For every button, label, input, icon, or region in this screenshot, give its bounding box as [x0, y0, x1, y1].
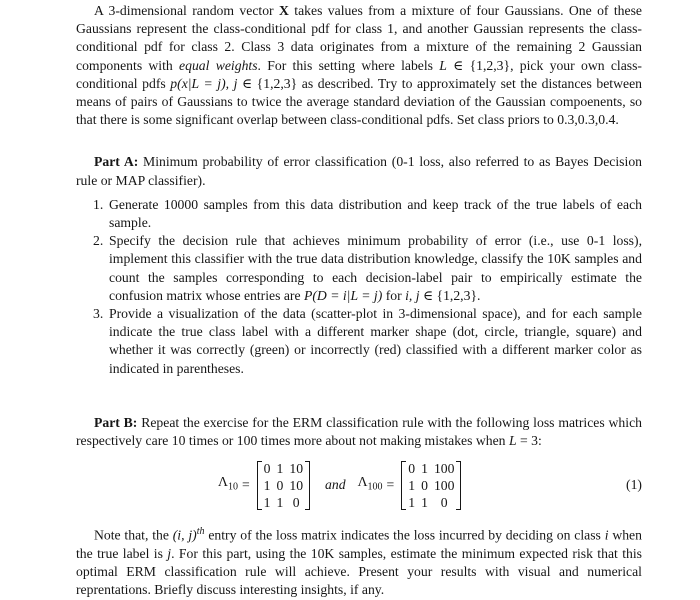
list-item-text: Specify the decision rule that achieves minimum probability of error (i.e., use 0-1 loss), implement this classifier with the true data distribution knowledge, classify the 10K samples and count the samples corresponding to each decision-label pair to empirically estimate the confusion matrix whose entries are [109, 233, 642, 303]
confusion-entry-expression: P(D = i|L = j) [304, 287, 383, 303]
pdf-expression: p(x|L = j), j [170, 75, 238, 91]
list-item [76, 232, 642, 305]
matrix-cell: 0 [421, 477, 428, 493]
matrix-cell: 100 [433, 460, 455, 476]
index-symbols: i, j [405, 287, 420, 303]
part-b-heading: Part B: [94, 414, 138, 430]
note-paragraph [76, 522, 642, 599]
list-item-text: for [382, 287, 406, 303]
label-symbol: L [508, 433, 517, 449]
loss-matrix-10 [257, 460, 310, 511]
part-b-text: Repeat the exercise for the ERM classification rule with the following loss matrices which respectively care 10 times or 100 times more about not making mistakes when [76, 414, 642, 449]
index-i: i [604, 527, 609, 543]
list-item [76, 305, 642, 378]
intro-text: ∈ {1,2,3} as described. Try to approximately set the distances between means of pairs of Gaussians to twice the average standard deviation of the Gaussian compoenents, so that there is some significant overlap between class-conditional pdfs. Set class priors to 0.3,0.3,0.4. [76, 75, 642, 128]
equal-weights-emphasis: equal weights [179, 57, 258, 73]
matrix-cell: 10 [289, 477, 304, 493]
matrix-cell: 0 [408, 460, 416, 476]
entry-index: (i, j) [172, 527, 197, 543]
note-text: when the true label is [76, 527, 642, 562]
list-item-text: Generate 10000 samples from this data distribution and keep track of the true labels of each sample. [109, 196, 642, 231]
label-symbol: L [439, 57, 447, 73]
matrix-row [405, 494, 457, 511]
matrix-cell: 1 [421, 494, 428, 510]
superscript-th: th [196, 526, 205, 538]
part-a-list [76, 196, 642, 378]
matrix-cell: 1 [263, 477, 271, 493]
intro-text: ∈ {1,2,3}, pick your own class-conditional pdfs [76, 57, 642, 91]
list-number: 1. [93, 196, 104, 212]
part-b-text: = 3: [516, 433, 542, 449]
matrix-cell: 0 [263, 460, 271, 476]
note-text: Note that, the [94, 527, 173, 543]
matrix-cell: 0 [292, 494, 300, 510]
intro-text: takes values from a mixture of four Gaussians. One of these Gaussians represent the class-conditional pdf for class 1, and another Gaussian represents the class-conditional pdf for class 2. Class 3 data originates from a mixture of the remaining 2 Gaussian components with [76, 3, 642, 73]
matrix-cell: 1 [276, 494, 284, 510]
list-item-text: Provide a visualization of the data (scatter-plot in 3-dimensional space), and for each sample indicate the true class label with a different marker shape (dot, circle, triangle, square) and whether it was correctly (green) or incorrectly (red) classified with a different marker color as indicated in parentheses. [109, 306, 642, 376]
random-vector-symbol: X [279, 3, 289, 18]
list-number: 3. [93, 306, 104, 322]
matrix-row [405, 477, 457, 494]
matrix-cell: 1 [421, 460, 428, 476]
equals-sign: = [386, 477, 395, 493]
matrix-row [261, 477, 306, 494]
note-text: . For this part, using the 10K samples, estimate the minimum expected risk that this optimal ERM classification rule will achieve. Present your results with visual and numerical reprentations. Briefly discuss interesting insights, if any. [76, 546, 642, 598]
matrix-cell: 10 [289, 460, 304, 476]
index-j: j [167, 546, 172, 562]
matrix-cell: 100 [433, 477, 455, 493]
equals-sign: = [241, 477, 250, 493]
matrix-cell: 0 [276, 477, 284, 493]
lambda-10-symbol: $\Lambda_{10}$ [218, 474, 238, 494]
intro-paragraph [76, 0, 642, 129]
note-text: entry of the loss matrix indicates the loss incurred by deciding on class [204, 527, 605, 543]
part-b-paragraph [76, 414, 642, 450]
matrix-row [405, 460, 457, 477]
intro-text: . For this setting where labels [257, 57, 440, 73]
equation-body [218, 458, 464, 512]
matrix-cell: 1 [408, 477, 416, 493]
matrix-row [261, 494, 306, 511]
list-item-text: ∈ {1,2,3}. [419, 287, 481, 303]
intro-text: A 3-dimensional random vector [94, 3, 280, 18]
matrix-cell: 1 [263, 494, 271, 510]
matrix-cell: 0 [440, 494, 448, 510]
matrix-cell: 1 [408, 494, 416, 510]
part-a-heading: Part A: [94, 154, 139, 170]
part-a-paragraph [76, 153, 642, 189]
document-page [76, 0, 642, 600]
and-word: and [325, 477, 346, 493]
list-number: 2. [93, 233, 104, 249]
loss-matrix-equation [76, 458, 642, 512]
lambda-100-symbol: $\Lambda_{100}$ [357, 474, 383, 494]
equation-number: (1) [626, 477, 642, 493]
list-item [76, 196, 642, 232]
matrix-row [261, 460, 306, 477]
loss-matrix-100 [401, 460, 461, 511]
part-a-text: Minimum probability of error classification (0-1 loss, also referred to as Bayes Decision rule or MAP classifier). [76, 154, 643, 188]
matrix-cell: 1 [276, 460, 284, 476]
